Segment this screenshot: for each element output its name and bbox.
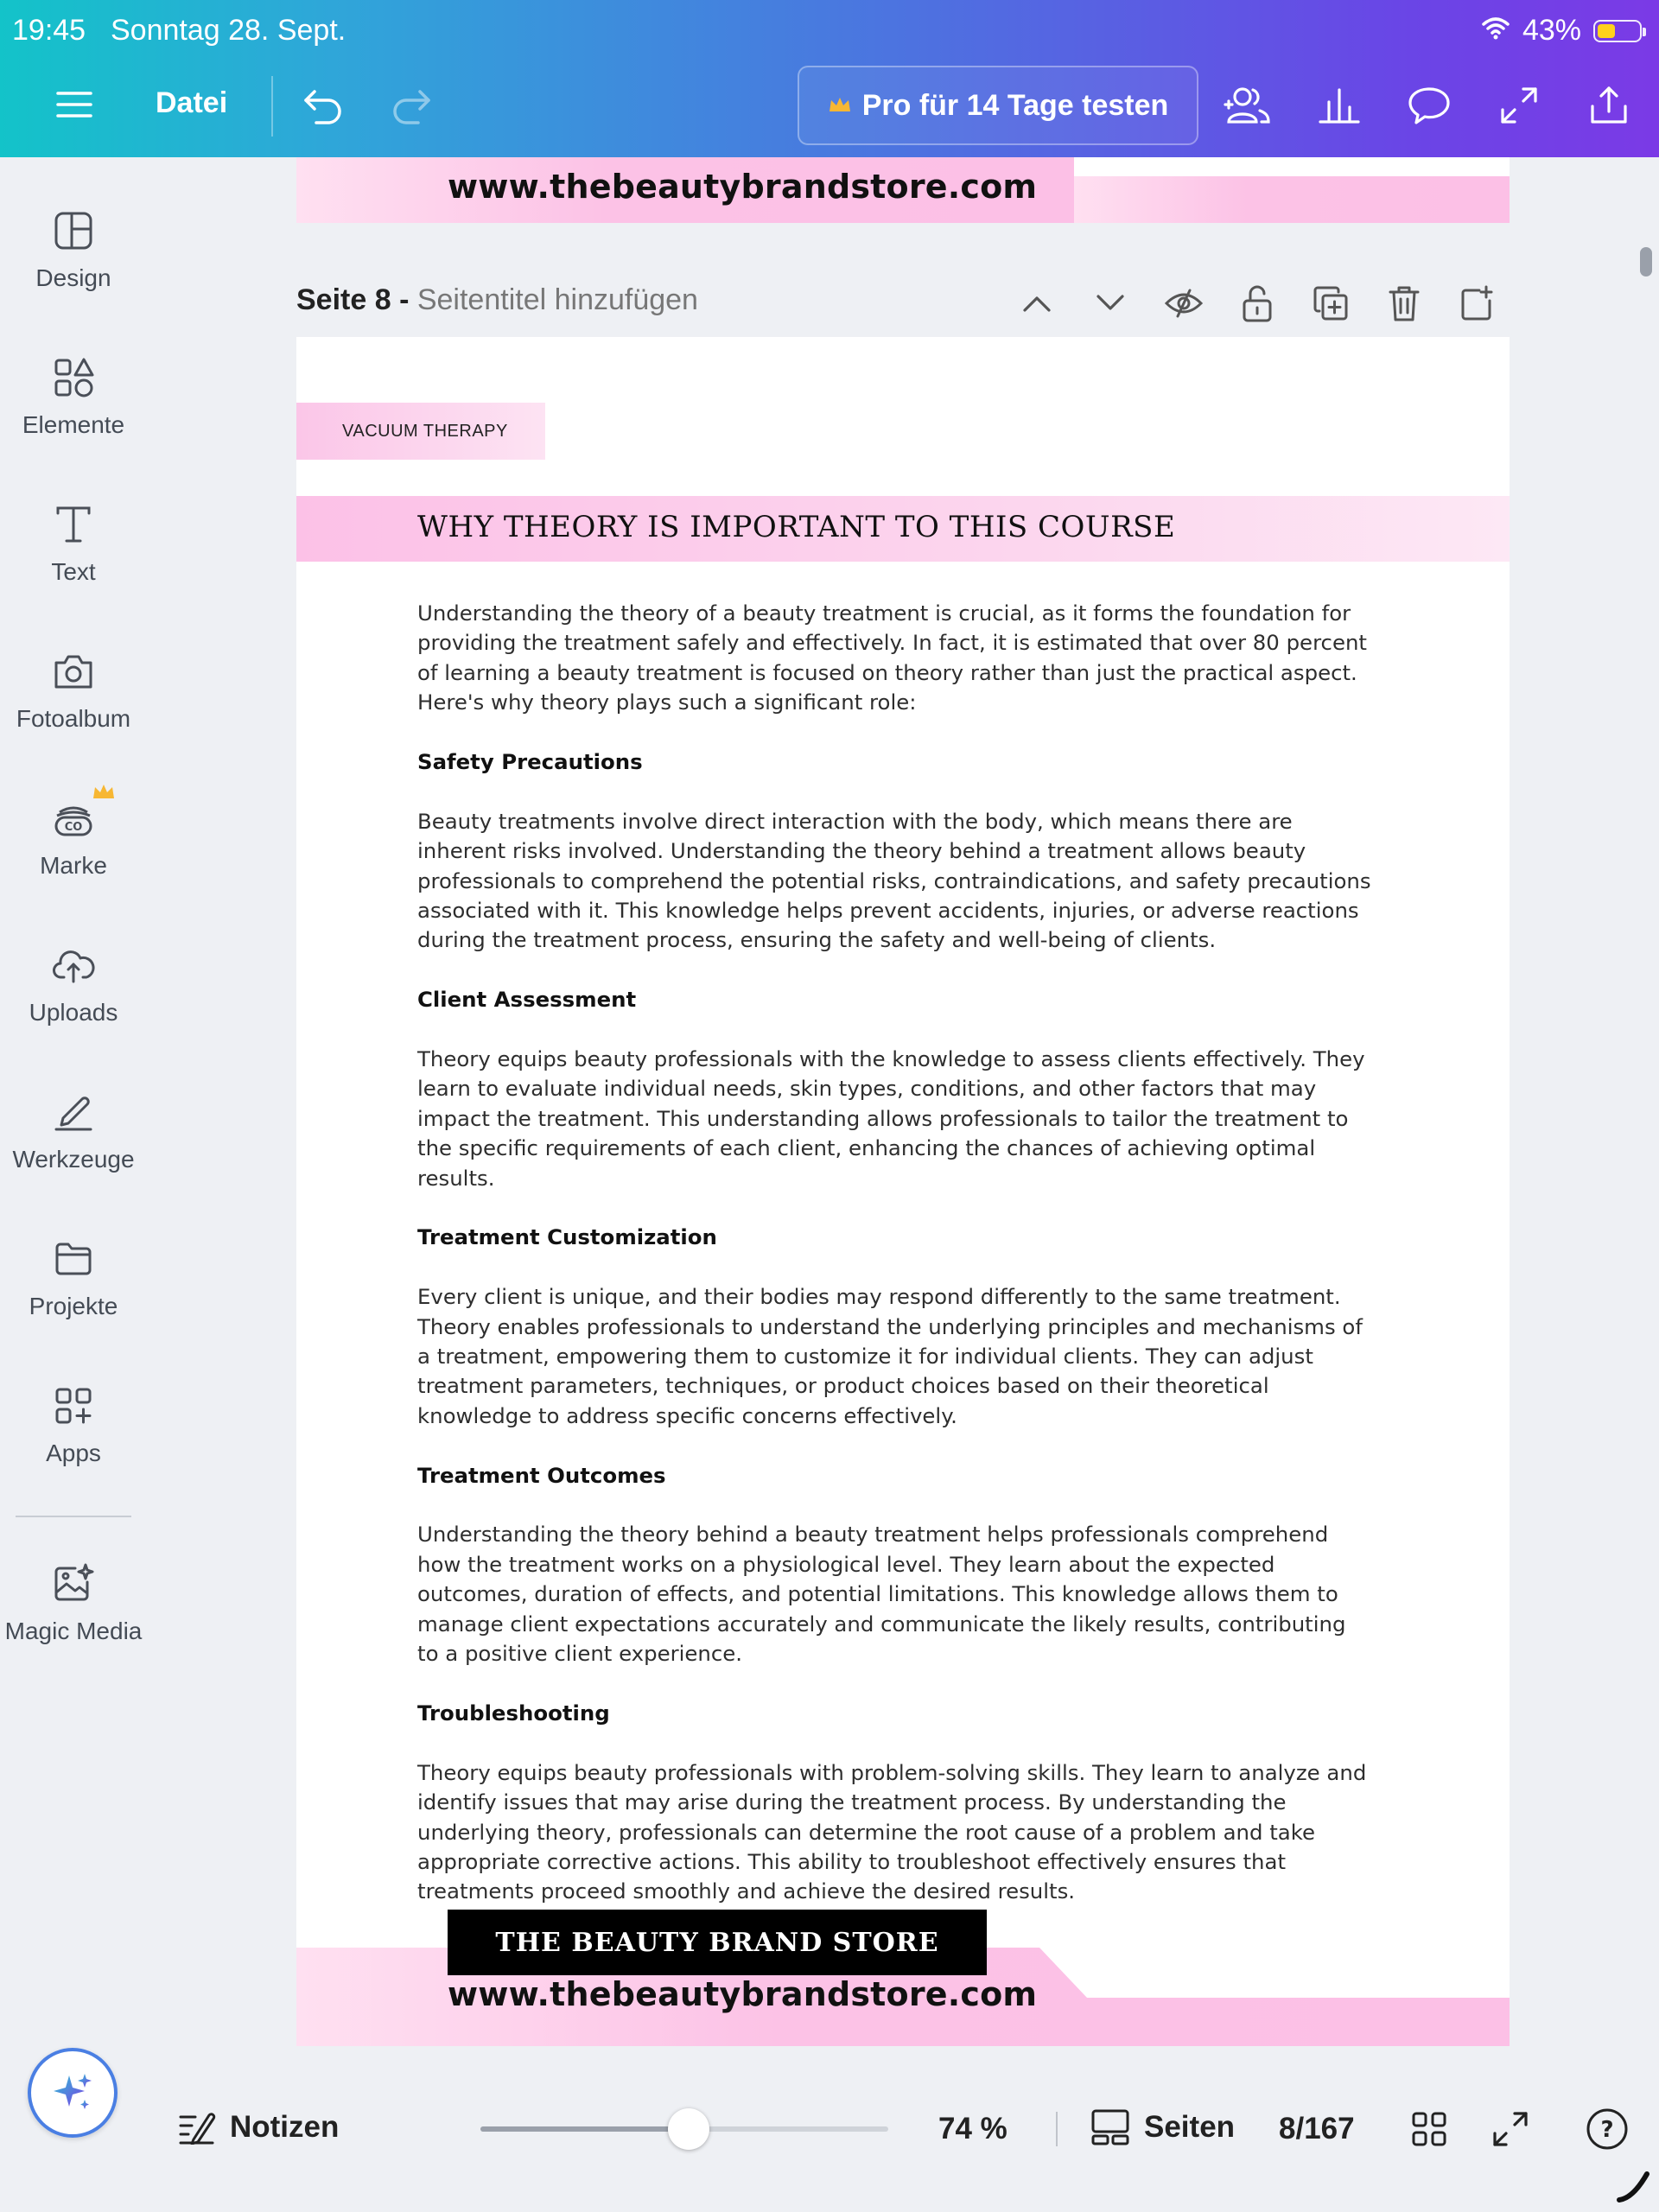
page-title-placeholder[interactable]: Seitentitel hinzufügen: [416, 283, 698, 316]
share-people-icon: [1222, 84, 1274, 127]
sparkle-icon: [50, 2070, 95, 2115]
add-page-icon: [1460, 285, 1495, 321]
design-page[interactable]: [296, 337, 1510, 2046]
pro-trial-label: Pro für 14 Tage testen: [861, 88, 1169, 122]
vertical-scrollbar[interactable]: [1640, 247, 1652, 276]
menu-button[interactable]: [48, 83, 100, 126]
top-toolbar: [0, 0, 1659, 157]
body-text[interactable]: [417, 599, 1372, 1936]
unlock-icon: [1241, 283, 1274, 323]
sidebar-item-magic-media[interactable]: [0, 1560, 147, 1645]
zoom-value[interactable]: 74 %: [938, 2112, 1007, 2145]
status-indicators: [1481, 14, 1642, 48]
camera-icon: [50, 648, 97, 695]
delete-page-button[interactable]: [1382, 282, 1426, 325]
footer-url: www.thebeautybrandstore.com: [448, 168, 1038, 206]
brand-icon: [50, 795, 97, 842]
sidebar-item-elements[interactable]: [0, 354, 147, 439]
move-page-down-button[interactable]: [1089, 282, 1132, 325]
export-icon: [1589, 86, 1629, 125]
toolbar-divider: [271, 76, 273, 137]
section-paragraph: Understanding the theory behind a beauty treatment helps professionals comprehend how the treatment works on a physiological level. They learn about the expected outcomes, duration of effects, and potential limitations. This knowledge allows them to manage client expectations accurately and communicate the likely results, contributing to a positive client experience.: [417, 1522, 1346, 1667]
pen-tool-icon: [50, 1089, 97, 1135]
sidebar-item-label: Text: [51, 558, 96, 585]
sidebar-item-uploads[interactable]: [0, 942, 147, 1027]
crown-icon: [92, 783, 116, 802]
grid-view-button[interactable]: [1405, 2105, 1453, 2153]
add-page-button[interactable]: [1456, 282, 1499, 325]
previous-page-bottom[interactable]: [296, 157, 1510, 223]
export-button[interactable]: [1583, 81, 1635, 130]
text-icon: [50, 501, 97, 548]
sidebar-item-tools[interactable]: [0, 1089, 147, 1173]
wifi-icon: [1481, 14, 1510, 48]
chevron-down-icon: [1095, 293, 1126, 314]
sidebar-item-label: Magic Media: [4, 1618, 143, 1644]
crown-icon: [828, 96, 852, 115]
section-paragraph: Beauty treatments involve direct interaction with the body, which means there are inherent risks involved. Understanding the theory behind a treatment allows beauty professionals to comprehend the potential risks, contraindications, and safety precautions associated with it. This knowledge helps prevent accidents, injuries, or adverse reactions during the treatment process, ensuring the safety and well-being of clients.: [417, 808, 1371, 953]
fullscreen-button[interactable]: [1493, 81, 1545, 130]
battery-icon: [1593, 20, 1642, 42]
undo-button[interactable]: [299, 83, 347, 128]
sidebar-item-label: Elemente: [22, 411, 125, 438]
section-paragraph: Theory equips beauty professionals with the knowledge to assess clients effectively. They learn to evaluate individual needs, skin types, conditions, and other factors that may impact the treatment. This understanding allows professionals to tailor the treatment to the specific requirements of each client, enhancing the chances of achieving optimal results.: [417, 1046, 1365, 1191]
notes-button[interactable]: [178, 2110, 339, 2145]
sidebar-item-label: Werkzeuge: [12, 1146, 135, 1173]
zoom-slider-thumb[interactable]: [668, 2108, 709, 2150]
cloud-upload-icon: [50, 942, 97, 988]
duplicate-page-button[interactable]: [1309, 282, 1352, 325]
pencil-handle-icon: [1616, 2169, 1650, 2208]
section-tag[interactable]: VACUUM THERAPY: [296, 403, 545, 460]
section-paragraph: Theory equips beauty professionals with problem-solving skills. They learn to analyze and identify issues that may arise during the treatment process. By understanding the underlying theory, professionals can determine the root cause of a problem and take appropriate corrective actions. This ability to troubleshoot effectively ensures that treatments proceed smoothly and achieve the desired results.: [417, 1759, 1367, 1904]
bottom-divider: [1056, 2112, 1058, 2146]
section-title: Treatment Customization: [417, 1224, 717, 1250]
hide-page-button[interactable]: [1162, 282, 1205, 325]
section-title: Troubleshooting: [417, 1700, 610, 1726]
section-paragraph: Every client is unique, and their bodies may respond differently to the same treatment. Theory enables professionals to understand the underlying principles and mechanisms of a treatment, empowering them to customize it for individual clients. They can adjust treatment parameters, techniques, or product choices based on their theoretical knowledge to address specific concerns effectively.: [417, 1284, 1363, 1428]
share-people-button[interactable]: [1222, 81, 1274, 130]
sidebar-item-label: Apps: [46, 1440, 101, 1466]
section-title: Client Assessment: [417, 987, 637, 1013]
page-counter[interactable]: 8/167: [1279, 2112, 1355, 2145]
sidebar-item-apps[interactable]: [0, 1382, 147, 1467]
sidebar-item-text[interactable]: [0, 501, 147, 586]
left-sidebar: [0, 157, 147, 2212]
pages-label: Seiten: [1144, 2110, 1236, 2144]
sidebar-item-photo-album[interactable]: [0, 648, 147, 733]
fullscreen-icon: [1499, 86, 1539, 125]
insights-button[interactable]: [1313, 81, 1365, 130]
fullscreen-icon: [1491, 2110, 1529, 2148]
pages-icon: [1090, 2108, 1130, 2146]
help-icon: [1586, 2107, 1629, 2151]
duplicate-icon: [1313, 285, 1349, 321]
fullscreen-view-button[interactable]: [1486, 2105, 1535, 2153]
menu-icon: [55, 90, 93, 119]
page-title[interactable]: [296, 283, 698, 317]
notes-label: Notizen: [230, 2110, 340, 2144]
sidebar-item-label: Marke: [40, 852, 107, 879]
pink-footer-band-right: [1074, 176, 1510, 223]
sidebar-divider: [16, 1516, 131, 1517]
redo-button[interactable]: [387, 83, 435, 128]
insights-icon: [1318, 86, 1361, 124]
layout-icon: [50, 207, 97, 254]
file-menu-button[interactable]: Datei: [156, 86, 228, 119]
magic-assistant-button[interactable]: [28, 2048, 118, 2138]
sidebar-item-label: Uploads: [29, 999, 118, 1026]
page-heading[interactable]: WHY THEORY IS IMPORTANT TO THIS COURSE: [417, 510, 1176, 544]
battery-percent: 43%: [1522, 14, 1581, 47]
folder-icon: [50, 1236, 97, 1282]
shapes-icon: [50, 354, 97, 401]
undo-icon: [302, 86, 344, 124]
footer-url[interactable]: www.thebeautybrandstore.com: [448, 1975, 1038, 2013]
zoom-slider-fill: [480, 2126, 689, 2132]
svg-text:CO: CO: [64, 821, 83, 834]
sidebar-item-brand[interactable]: [0, 795, 147, 880]
sidebar-item-design[interactable]: [0, 207, 147, 292]
lock-page-button[interactable]: [1236, 282, 1279, 325]
pages-button[interactable]: [1090, 2108, 1235, 2146]
svg-text:?: ?: [1600, 2117, 1614, 2143]
status-time: 19:45: [12, 14, 86, 47]
notes-icon: [178, 2110, 216, 2145]
pro-trial-button[interactable]: [798, 66, 1198, 145]
apps-icon: [50, 1382, 97, 1429]
comment-button[interactable]: [1403, 81, 1455, 130]
magic-image-icon: [50, 1560, 97, 1607]
page-header: [296, 275, 1510, 328]
move-page-up-button[interactable]: [1015, 282, 1058, 325]
sidebar-item-label: Fotoalbum: [16, 705, 131, 732]
section-title: Treatment Outcomes: [417, 1462, 666, 1488]
sidebar-item-label: Design: [35, 264, 111, 291]
intro-paragraph: Understanding the theory of a beauty treatment is crucial, as it forms the foundation for providing the treatment safely and effectively. In fact, it is estimated that over 80 percent of learning a beauty treatment is focused on theory rather than just the practical aspect. Here's why theory plays such a significant role:: [417, 601, 1367, 715]
section-title: Safety Precautions: [417, 749, 643, 775]
status-date: Sonntag 28. Sept.: [111, 14, 346, 47]
trash-icon: [1388, 284, 1421, 322]
grid-icon: [1411, 2111, 1447, 2147]
sidebar-item-label: Projekte: [29, 1293, 118, 1319]
redo-icon: [391, 86, 432, 124]
chevron-up-icon: [1021, 293, 1052, 314]
help-button[interactable]: [1583, 2105, 1631, 2153]
comment-icon: [1408, 86, 1451, 125]
sidebar-item-projects[interactable]: [0, 1236, 147, 1320]
page-number-label: Seite 8 -: [296, 283, 417, 316]
eye-off-icon: [1164, 288, 1204, 319]
footer-brand-box[interactable]: THE BEAUTY BRAND STORE: [448, 1910, 987, 1975]
